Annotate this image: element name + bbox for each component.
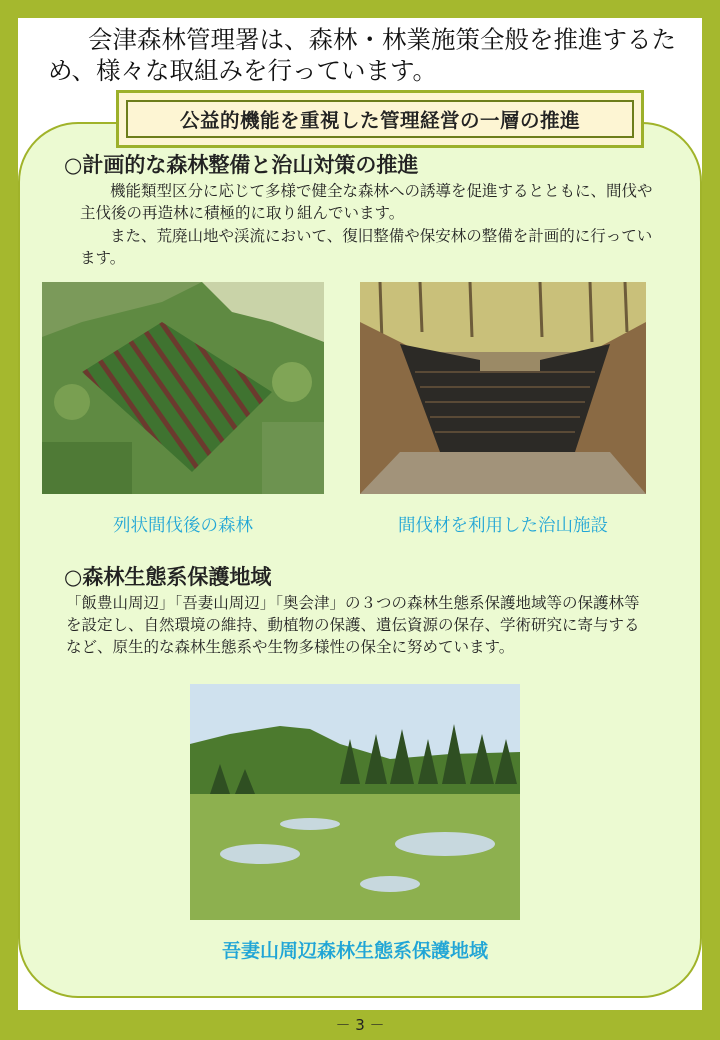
- section-header-title: 公益的機能を重視した管理経営の一層の推進: [126, 100, 634, 138]
- caption-strip-thinned-forest: 列状間伐後の森林: [113, 516, 253, 536]
- page-sheet: [18, 18, 702, 1010]
- section1-paragraph-1: 機能類型区分に応じて多様で健全な森林への誘導を促進するとともに、間伐や主伐後の再造林に積極的に取り組んでいます。: [80, 182, 653, 222]
- section2-title: ○森林生態系保護地域: [64, 565, 272, 589]
- page-number: － 3 －: [335, 1016, 385, 1034]
- caption-erosion-control: 間伐材を利用した治山施設: [398, 516, 608, 536]
- section2-paragraph: 「飯豊山周辺」「吾妻山周辺」「奥会津」の３つの森林生態系保護地域等の保護林等を設定し、自然環境の維持、動植物の保護、遺伝資源の保存、学術研究に寄与するなど、原生的な森林生態系や生物多様性の保全に努めています。: [66, 594, 640, 656]
- section1-title: ○計画的な森林整備と治山対策の推進: [64, 153, 419, 177]
- caption-azuma-protected-area: 吾妻山周辺森林生態系保護地域: [221, 940, 488, 962]
- photo-azuma-protected-area: [190, 684, 520, 920]
- photo-strip-thinned-forest: [42, 282, 324, 494]
- section-header-box: [116, 90, 644, 148]
- section1-paragraph-2: また、荒廃山地や渓流において、復旧整備や保安林の整備を計画的に行っています。: [80, 227, 653, 267]
- photo-thinned-wood-erosion-control: [360, 282, 646, 494]
- intro-text: 会津森林管理署は、森林・林業施策全般を推進するため、様々な取組みを行っています。: [48, 25, 676, 85]
